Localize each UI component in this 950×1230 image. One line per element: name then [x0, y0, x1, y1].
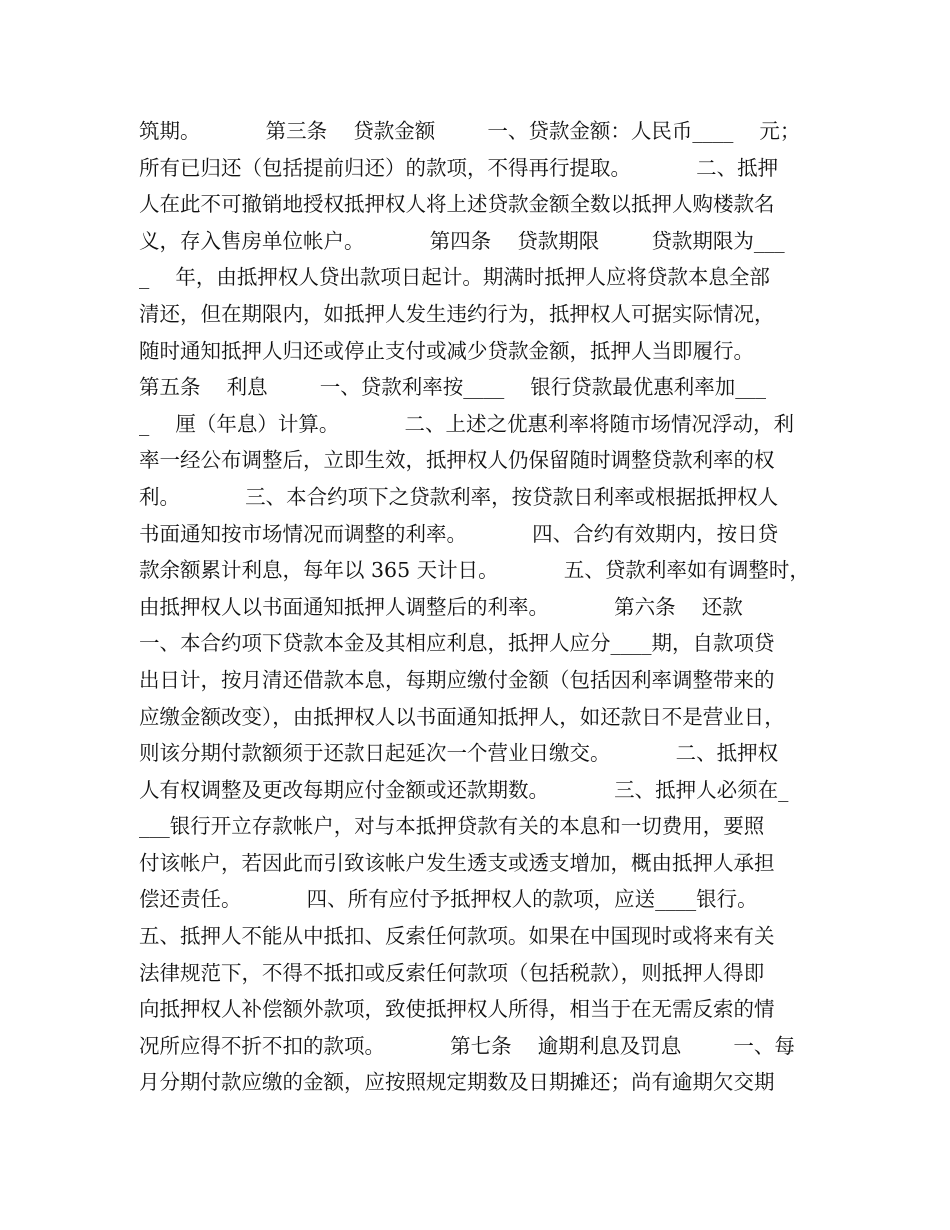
text-line: 法律规范下，不得不抵扣或反索任何款项（包括税款），则抵押人得即 [139, 960, 765, 985]
text-line: 偿还责任。 四、所有应付予抵押权人的款项，应送____银行。 [139, 887, 758, 912]
text-line: 人在此不可撤销地授权抵押权人将上述贷款金额全数以抵押人购楼款名 [139, 192, 775, 217]
text-line: 款余额累计利息，每年以 365 天计日。 五、贷款利率如有调整时， [139, 558, 810, 583]
text-line: 率一经公布调整后，立即生效，抵押权人仍保留随时调整贷款利率的权 [139, 448, 775, 473]
text-line: 况所应得不折不扣的款项。 第七条 逾期利息及罚息 一、每 [139, 1033, 795, 1058]
text-line: 一、本合约项下贷款本金及其相应利息，抵押人应分____期，自款项贷 [139, 631, 775, 656]
contract-body-text [139, 113, 829, 1101]
text-line: 人有权调整及更改每期应付金额或还款期数。 三、抵押人必须在_ [139, 777, 789, 802]
text-line: 义，存入售房单位帐户。 第四条 贷款期限 贷款期限为___ [139, 228, 785, 253]
text-line: 利。 三、本合约项下之贷款利率，按贷款日利率或根据抵押权人 [139, 484, 779, 509]
text-line: 五、抵押人不能从中抵扣、反索任何款项。如果在中国现时或将来有关 [139, 924, 775, 949]
text-line: 书面通知按市场情况而调整的利率。 四、合约有效期内，按日贷 [139, 521, 779, 546]
text-line: 则该分期付款额须于还款日起延次一个营业日缴交。 二、抵押权 [139, 741, 779, 766]
text-line: _ 年，由抵押权人贷出款项日起计。期满时抵押人应将贷款本息全部 [139, 265, 770, 290]
text-line: 随时通知抵押人归还或停止支付或减少贷款金额，抵押人当即履行。 [139, 338, 754, 363]
text-line: 向抵押权人补偿额外款项，致使抵押权人所得，相当于在无需反索的情 [139, 997, 775, 1022]
text-line: ___银行开立存款帐户，对与本抵押贷款有关的本息和一切费用，要照 [139, 814, 765, 839]
text-line: 出日计，按月清还借款本息，每期应缴付金额（包括因利率调整带来的 [139, 667, 775, 692]
text-line: 月分期付款应缴的金额，应按照规定期数及日期摊还；尚有逾期欠交期 [139, 1070, 775, 1095]
text-line: 第五条 利息 一、贷款利率按____ 银行贷款最优惠利率加___ [139, 375, 767, 400]
text-line: 付该帐户，若因此而引致该帐户发生透支或透支增加，概由抵押人承担 [139, 850, 775, 875]
text-line: 清还，但在期限内，如抵押人发生违约行为，抵押权人可据实际情况， [139, 301, 775, 326]
text-line: 所有已归还（包括提前归还）的款项，不得再行提取。 二、抵押 [139, 155, 779, 180]
text-line: 筑期。 第三条 贷款金额 一、贷款金额：人民币____ 元； [139, 119, 801, 143]
text-line: _ 厘（年息）计算。 二、上述之优惠利率将随市场情况浮动，利 [139, 411, 794, 436]
text-line: 应缴金额改变），由抵押权人以书面通知抵押人，如还款日不是营业日， [139, 704, 785, 729]
text-line: 由抵押权人以书面通知抵押人调整后的利率。 第六条 还款 [139, 594, 743, 619]
